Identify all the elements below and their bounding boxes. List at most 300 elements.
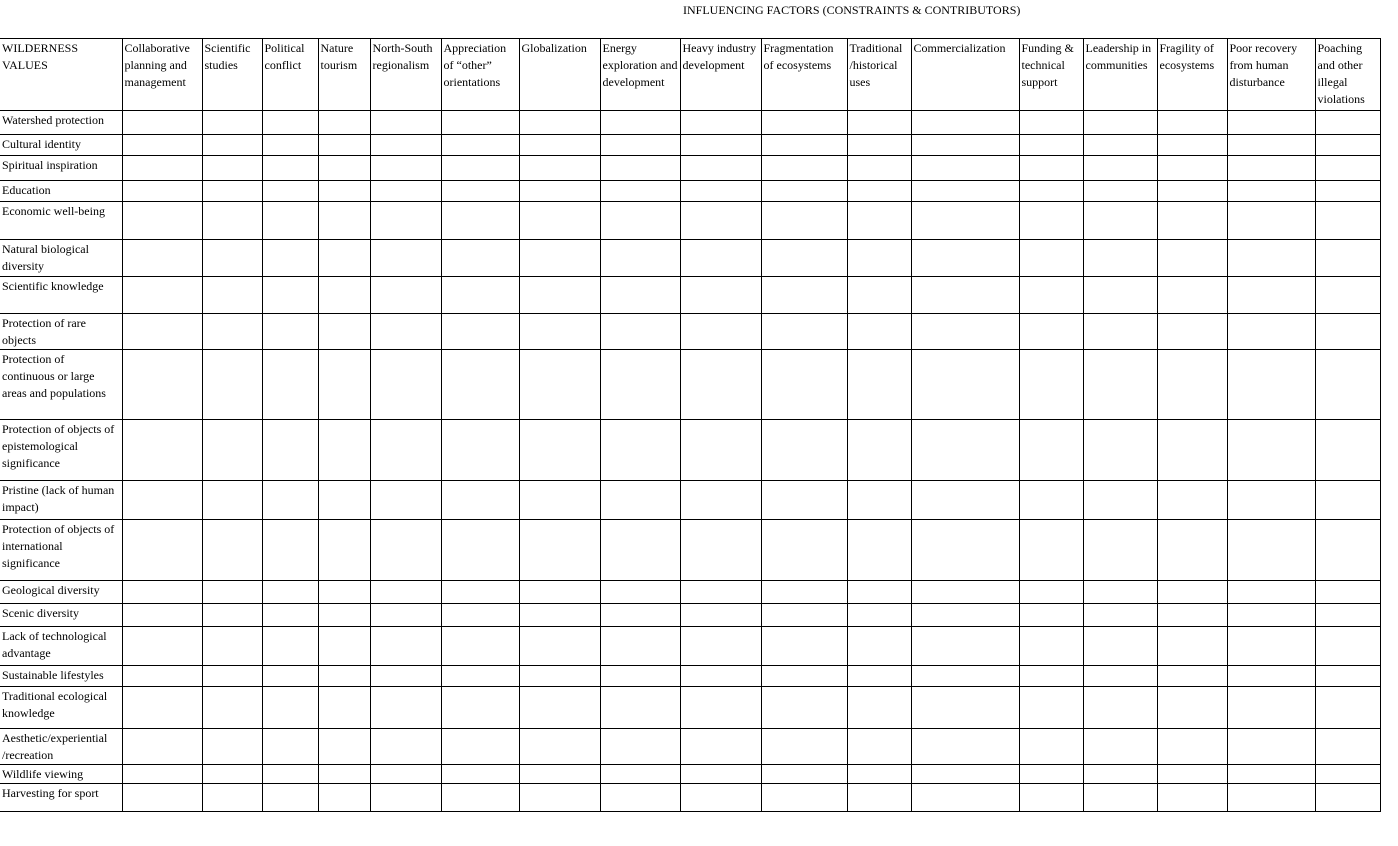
matrix-cell[interactable] xyxy=(680,481,761,520)
matrix-cell[interactable] xyxy=(847,420,911,481)
matrix-cell[interactable] xyxy=(1019,666,1083,687)
matrix-cell[interactable] xyxy=(1315,687,1380,729)
matrix-cell[interactable] xyxy=(680,581,761,604)
matrix-cell[interactable] xyxy=(1019,111,1083,135)
matrix-cell[interactable] xyxy=(318,314,370,350)
matrix-cell[interactable] xyxy=(1157,729,1227,765)
matrix-cell[interactable] xyxy=(519,784,600,812)
matrix-cell[interactable] xyxy=(1227,277,1315,314)
matrix-cell[interactable] xyxy=(370,765,441,784)
matrix-cell[interactable] xyxy=(680,156,761,181)
matrix-cell[interactable] xyxy=(1157,666,1227,687)
matrix-cell[interactable] xyxy=(441,784,519,812)
matrix-cell[interactable] xyxy=(847,135,911,156)
matrix-cell[interactable] xyxy=(370,729,441,765)
matrix-cell[interactable] xyxy=(441,627,519,666)
matrix-cell[interactable] xyxy=(1227,604,1315,627)
matrix-cell[interactable] xyxy=(122,156,202,181)
matrix-cell[interactable] xyxy=(122,202,202,240)
matrix-cell[interactable] xyxy=(600,181,680,202)
matrix-cell[interactable] xyxy=(1157,350,1227,420)
matrix-cell[interactable] xyxy=(680,666,761,687)
matrix-cell[interactable] xyxy=(1315,350,1380,420)
matrix-cell[interactable] xyxy=(1315,420,1380,481)
matrix-cell[interactable] xyxy=(1157,604,1227,627)
matrix-cell[interactable] xyxy=(370,481,441,520)
matrix-cell[interactable] xyxy=(1227,581,1315,604)
matrix-cell[interactable] xyxy=(600,581,680,604)
matrix-cell[interactable] xyxy=(202,202,262,240)
matrix-cell[interactable] xyxy=(847,156,911,181)
matrix-cell[interactable] xyxy=(370,350,441,420)
matrix-cell[interactable] xyxy=(1227,520,1315,581)
matrix-cell[interactable] xyxy=(370,314,441,350)
matrix-cell[interactable] xyxy=(318,240,370,277)
matrix-cell[interactable] xyxy=(600,765,680,784)
matrix-cell[interactable] xyxy=(680,729,761,765)
matrix-cell[interactable] xyxy=(1083,277,1157,314)
matrix-cell[interactable] xyxy=(680,181,761,202)
matrix-cell[interactable] xyxy=(680,240,761,277)
matrix-cell[interactable] xyxy=(680,520,761,581)
matrix-cell[interactable] xyxy=(680,135,761,156)
matrix-cell[interactable] xyxy=(262,420,318,481)
matrix-cell[interactable] xyxy=(370,202,441,240)
matrix-cell[interactable] xyxy=(202,156,262,181)
matrix-cell[interactable] xyxy=(202,729,262,765)
matrix-cell[interactable] xyxy=(761,765,847,784)
matrix-cell[interactable] xyxy=(1315,202,1380,240)
matrix-cell[interactable] xyxy=(202,666,262,687)
matrix-cell[interactable] xyxy=(911,687,1019,729)
matrix-cell[interactable] xyxy=(1157,240,1227,277)
matrix-cell[interactable] xyxy=(441,202,519,240)
matrix-cell[interactable] xyxy=(1083,350,1157,420)
matrix-cell[interactable] xyxy=(600,240,680,277)
matrix-cell[interactable] xyxy=(262,687,318,729)
matrix-cell[interactable] xyxy=(761,156,847,181)
matrix-cell[interactable] xyxy=(262,481,318,520)
matrix-cell[interactable] xyxy=(441,765,519,784)
matrix-cell[interactable] xyxy=(262,314,318,350)
matrix-cell[interactable] xyxy=(441,687,519,729)
matrix-cell[interactable] xyxy=(600,135,680,156)
matrix-cell[interactable] xyxy=(1083,420,1157,481)
matrix-cell[interactable] xyxy=(370,666,441,687)
matrix-cell[interactable] xyxy=(911,350,1019,420)
matrix-cell[interactable] xyxy=(761,581,847,604)
matrix-cell[interactable] xyxy=(318,481,370,520)
matrix-cell[interactable] xyxy=(519,604,600,627)
matrix-cell[interactable] xyxy=(1315,666,1380,687)
matrix-cell[interactable] xyxy=(202,420,262,481)
matrix-cell[interactable] xyxy=(519,581,600,604)
matrix-cell[interactable] xyxy=(1315,581,1380,604)
matrix-cell[interactable] xyxy=(262,627,318,666)
matrix-cell[interactable] xyxy=(202,581,262,604)
matrix-cell[interactable] xyxy=(122,784,202,812)
matrix-cell[interactable] xyxy=(1315,784,1380,812)
matrix-cell[interactable] xyxy=(680,784,761,812)
matrix-cell[interactable] xyxy=(318,604,370,627)
matrix-cell[interactable] xyxy=(441,111,519,135)
matrix-cell[interactable] xyxy=(761,240,847,277)
matrix-cell[interactable] xyxy=(1019,729,1083,765)
matrix-cell[interactable] xyxy=(761,202,847,240)
matrix-cell[interactable] xyxy=(318,765,370,784)
matrix-cell[interactable] xyxy=(847,784,911,812)
matrix-cell[interactable] xyxy=(911,314,1019,350)
matrix-cell[interactable] xyxy=(1157,277,1227,314)
matrix-cell[interactable] xyxy=(441,420,519,481)
matrix-cell[interactable] xyxy=(318,420,370,481)
matrix-cell[interactable] xyxy=(441,156,519,181)
matrix-cell[interactable] xyxy=(318,350,370,420)
matrix-cell[interactable] xyxy=(1315,135,1380,156)
matrix-cell[interactable] xyxy=(1019,784,1083,812)
matrix-cell[interactable] xyxy=(122,604,202,627)
matrix-cell[interactable] xyxy=(600,729,680,765)
matrix-cell[interactable] xyxy=(202,687,262,729)
matrix-cell[interactable] xyxy=(441,314,519,350)
matrix-cell[interactable] xyxy=(370,111,441,135)
matrix-cell[interactable] xyxy=(122,350,202,420)
matrix-cell[interactable] xyxy=(761,687,847,729)
matrix-cell[interactable] xyxy=(1227,156,1315,181)
matrix-cell[interactable] xyxy=(370,687,441,729)
matrix-cell[interactable] xyxy=(441,135,519,156)
matrix-cell[interactable] xyxy=(1157,135,1227,156)
matrix-cell[interactable] xyxy=(761,111,847,135)
matrix-cell[interactable] xyxy=(318,135,370,156)
matrix-cell[interactable] xyxy=(911,765,1019,784)
matrix-cell[interactable] xyxy=(441,666,519,687)
matrix-cell[interactable] xyxy=(847,581,911,604)
matrix-cell[interactable] xyxy=(1227,111,1315,135)
matrix-cell[interactable] xyxy=(262,156,318,181)
matrix-cell[interactable] xyxy=(1157,481,1227,520)
matrix-cell[interactable] xyxy=(1315,240,1380,277)
matrix-cell[interactable] xyxy=(1157,520,1227,581)
matrix-cell[interactable] xyxy=(122,687,202,729)
matrix-cell[interactable] xyxy=(1157,420,1227,481)
matrix-cell[interactable] xyxy=(600,420,680,481)
matrix-cell[interactable] xyxy=(600,350,680,420)
matrix-cell[interactable] xyxy=(519,240,600,277)
matrix-cell[interactable] xyxy=(370,156,441,181)
matrix-cell[interactable] xyxy=(911,729,1019,765)
matrix-cell[interactable] xyxy=(600,666,680,687)
matrix-cell[interactable] xyxy=(519,277,600,314)
matrix-cell[interactable] xyxy=(1019,687,1083,729)
matrix-cell[interactable] xyxy=(318,277,370,314)
matrix-cell[interactable] xyxy=(1019,277,1083,314)
matrix-cell[interactable] xyxy=(370,581,441,604)
matrix-cell[interactable] xyxy=(761,135,847,156)
matrix-cell[interactable] xyxy=(202,240,262,277)
matrix-cell[interactable] xyxy=(202,135,262,156)
matrix-cell[interactable] xyxy=(1019,350,1083,420)
matrix-cell[interactable] xyxy=(519,765,600,784)
matrix-cell[interactable] xyxy=(262,604,318,627)
matrix-cell[interactable] xyxy=(1019,604,1083,627)
matrix-cell[interactable] xyxy=(1227,202,1315,240)
matrix-cell[interactable] xyxy=(122,627,202,666)
matrix-cell[interactable] xyxy=(262,729,318,765)
matrix-cell[interactable] xyxy=(202,784,262,812)
matrix-cell[interactable] xyxy=(1227,729,1315,765)
matrix-cell[interactable] xyxy=(761,604,847,627)
matrix-cell[interactable] xyxy=(262,765,318,784)
matrix-cell[interactable] xyxy=(122,111,202,135)
matrix-cell[interactable] xyxy=(1315,181,1380,202)
matrix-cell[interactable] xyxy=(847,277,911,314)
matrix-cell[interactable] xyxy=(519,520,600,581)
matrix-cell[interactable] xyxy=(680,314,761,350)
matrix-cell[interactable] xyxy=(911,240,1019,277)
matrix-cell[interactable] xyxy=(761,181,847,202)
matrix-cell[interactable] xyxy=(262,581,318,604)
matrix-cell[interactable] xyxy=(761,729,847,765)
matrix-cell[interactable] xyxy=(441,520,519,581)
matrix-cell[interactable] xyxy=(202,481,262,520)
matrix-cell[interactable] xyxy=(1019,627,1083,666)
matrix-cell[interactable] xyxy=(122,135,202,156)
matrix-cell[interactable] xyxy=(1083,765,1157,784)
matrix-cell[interactable] xyxy=(761,784,847,812)
matrix-cell[interactable] xyxy=(519,111,600,135)
matrix-cell[interactable] xyxy=(847,627,911,666)
matrix-cell[interactable] xyxy=(911,420,1019,481)
matrix-cell[interactable] xyxy=(1315,277,1380,314)
matrix-cell[interactable] xyxy=(519,666,600,687)
matrix-cell[interactable] xyxy=(761,350,847,420)
matrix-cell[interactable] xyxy=(370,181,441,202)
matrix-cell[interactable] xyxy=(911,135,1019,156)
matrix-cell[interactable] xyxy=(911,202,1019,240)
matrix-cell[interactable] xyxy=(318,666,370,687)
matrix-cell[interactable] xyxy=(519,181,600,202)
matrix-cell[interactable] xyxy=(1157,181,1227,202)
matrix-cell[interactable] xyxy=(202,627,262,666)
matrix-cell[interactable] xyxy=(600,314,680,350)
matrix-cell[interactable] xyxy=(680,202,761,240)
matrix-cell[interactable] xyxy=(600,784,680,812)
matrix-cell[interactable] xyxy=(318,111,370,135)
matrix-cell[interactable] xyxy=(441,729,519,765)
matrix-cell[interactable] xyxy=(1019,520,1083,581)
matrix-cell[interactable] xyxy=(911,520,1019,581)
matrix-cell[interactable] xyxy=(680,277,761,314)
matrix-cell[interactable] xyxy=(847,314,911,350)
matrix-cell[interactable] xyxy=(202,350,262,420)
matrix-cell[interactable] xyxy=(370,520,441,581)
matrix-cell[interactable] xyxy=(441,350,519,420)
matrix-cell[interactable] xyxy=(680,687,761,729)
matrix-cell[interactable] xyxy=(761,481,847,520)
matrix-cell[interactable] xyxy=(1227,350,1315,420)
matrix-cell[interactable] xyxy=(1157,111,1227,135)
matrix-cell[interactable] xyxy=(911,604,1019,627)
matrix-cell[interactable] xyxy=(1227,784,1315,812)
matrix-cell[interactable] xyxy=(262,666,318,687)
matrix-cell[interactable] xyxy=(1019,420,1083,481)
matrix-cell[interactable] xyxy=(370,420,441,481)
matrix-cell[interactable] xyxy=(202,765,262,784)
matrix-cell[interactable] xyxy=(318,520,370,581)
matrix-cell[interactable] xyxy=(262,520,318,581)
matrix-cell[interactable] xyxy=(1083,604,1157,627)
matrix-cell[interactable] xyxy=(370,604,441,627)
matrix-cell[interactable] xyxy=(1315,520,1380,581)
matrix-cell[interactable] xyxy=(519,135,600,156)
matrix-cell[interactable] xyxy=(202,111,262,135)
matrix-cell[interactable] xyxy=(761,420,847,481)
matrix-cell[interactable] xyxy=(1019,314,1083,350)
matrix-cell[interactable] xyxy=(847,481,911,520)
matrix-cell[interactable] xyxy=(1157,687,1227,729)
matrix-cell[interactable] xyxy=(318,156,370,181)
matrix-cell[interactable] xyxy=(761,520,847,581)
matrix-cell[interactable] xyxy=(1315,765,1380,784)
matrix-cell[interactable] xyxy=(600,111,680,135)
matrix-cell[interactable] xyxy=(318,181,370,202)
matrix-cell[interactable] xyxy=(1083,666,1157,687)
matrix-cell[interactable] xyxy=(262,350,318,420)
matrix-cell[interactable] xyxy=(519,156,600,181)
matrix-cell[interactable] xyxy=(761,666,847,687)
matrix-cell[interactable] xyxy=(600,277,680,314)
matrix-cell[interactable] xyxy=(519,202,600,240)
matrix-cell[interactable] xyxy=(1083,481,1157,520)
matrix-cell[interactable] xyxy=(318,784,370,812)
matrix-cell[interactable] xyxy=(1083,111,1157,135)
matrix-cell[interactable] xyxy=(1227,627,1315,666)
matrix-cell[interactable] xyxy=(1083,520,1157,581)
matrix-cell[interactable] xyxy=(202,604,262,627)
matrix-cell[interactable] xyxy=(441,277,519,314)
matrix-cell[interactable] xyxy=(600,627,680,666)
matrix-cell[interactable] xyxy=(1157,581,1227,604)
matrix-cell[interactable] xyxy=(441,581,519,604)
matrix-cell[interactable] xyxy=(1083,156,1157,181)
matrix-cell[interactable] xyxy=(680,420,761,481)
matrix-cell[interactable] xyxy=(122,314,202,350)
matrix-cell[interactable] xyxy=(519,627,600,666)
matrix-cell[interactable] xyxy=(122,481,202,520)
matrix-cell[interactable] xyxy=(600,604,680,627)
matrix-cell[interactable] xyxy=(1019,240,1083,277)
matrix-cell[interactable] xyxy=(911,581,1019,604)
matrix-cell[interactable] xyxy=(1227,765,1315,784)
matrix-cell[interactable] xyxy=(1083,729,1157,765)
matrix-cell[interactable] xyxy=(122,765,202,784)
matrix-cell[interactable] xyxy=(1019,135,1083,156)
matrix-cell[interactable] xyxy=(441,181,519,202)
matrix-cell[interactable] xyxy=(202,520,262,581)
matrix-cell[interactable] xyxy=(122,520,202,581)
matrix-cell[interactable] xyxy=(847,687,911,729)
matrix-cell[interactable] xyxy=(1227,481,1315,520)
matrix-cell[interactable] xyxy=(262,111,318,135)
matrix-cell[interactable] xyxy=(262,181,318,202)
matrix-cell[interactable] xyxy=(847,181,911,202)
matrix-cell[interactable] xyxy=(318,202,370,240)
matrix-cell[interactable] xyxy=(1019,202,1083,240)
matrix-cell[interactable] xyxy=(600,687,680,729)
matrix-cell[interactable] xyxy=(1315,481,1380,520)
matrix-cell[interactable] xyxy=(847,350,911,420)
matrix-cell[interactable] xyxy=(600,520,680,581)
matrix-cell[interactable] xyxy=(911,784,1019,812)
matrix-cell[interactable] xyxy=(1227,666,1315,687)
matrix-cell[interactable] xyxy=(761,314,847,350)
matrix-cell[interactable] xyxy=(761,627,847,666)
matrix-cell[interactable] xyxy=(1157,765,1227,784)
matrix-cell[interactable] xyxy=(370,627,441,666)
matrix-cell[interactable] xyxy=(1083,784,1157,812)
matrix-cell[interactable] xyxy=(370,277,441,314)
matrix-cell[interactable] xyxy=(1227,240,1315,277)
matrix-cell[interactable] xyxy=(911,627,1019,666)
matrix-cell[interactable] xyxy=(441,604,519,627)
matrix-cell[interactable] xyxy=(911,181,1019,202)
matrix-cell[interactable] xyxy=(1157,784,1227,812)
matrix-cell[interactable] xyxy=(1083,240,1157,277)
matrix-cell[interactable] xyxy=(1019,156,1083,181)
matrix-cell[interactable] xyxy=(1315,627,1380,666)
matrix-cell[interactable] xyxy=(122,240,202,277)
matrix-cell[interactable] xyxy=(262,135,318,156)
matrix-cell[interactable] xyxy=(911,111,1019,135)
matrix-cell[interactable] xyxy=(1315,111,1380,135)
matrix-cell[interactable] xyxy=(600,156,680,181)
matrix-cell[interactable] xyxy=(370,784,441,812)
matrix-cell[interactable] xyxy=(441,481,519,520)
matrix-cell[interactable] xyxy=(847,729,911,765)
matrix-cell[interactable] xyxy=(911,156,1019,181)
matrix-cell[interactable] xyxy=(1315,729,1380,765)
matrix-cell[interactable] xyxy=(122,581,202,604)
matrix-cell[interactable] xyxy=(519,314,600,350)
matrix-cell[interactable] xyxy=(1227,687,1315,729)
matrix-cell[interactable] xyxy=(1019,765,1083,784)
matrix-cell[interactable] xyxy=(847,765,911,784)
matrix-cell[interactable] xyxy=(262,277,318,314)
matrix-cell[interactable] xyxy=(122,181,202,202)
matrix-cell[interactable] xyxy=(1227,135,1315,156)
matrix-cell[interactable] xyxy=(519,420,600,481)
matrix-cell[interactable] xyxy=(370,240,441,277)
matrix-cell[interactable] xyxy=(911,666,1019,687)
matrix-cell[interactable] xyxy=(1157,627,1227,666)
matrix-cell[interactable] xyxy=(122,666,202,687)
matrix-cell[interactable] xyxy=(202,314,262,350)
matrix-cell[interactable] xyxy=(847,202,911,240)
matrix-cell[interactable] xyxy=(1227,181,1315,202)
matrix-cell[interactable] xyxy=(847,604,911,627)
matrix-cell[interactable] xyxy=(441,240,519,277)
matrix-cell[interactable] xyxy=(318,627,370,666)
matrix-cell[interactable] xyxy=(1083,314,1157,350)
matrix-cell[interactable] xyxy=(202,277,262,314)
matrix-cell[interactable] xyxy=(519,687,600,729)
matrix-cell[interactable] xyxy=(1315,604,1380,627)
matrix-cell[interactable] xyxy=(519,350,600,420)
matrix-cell[interactable] xyxy=(1019,481,1083,520)
matrix-cell[interactable] xyxy=(1315,314,1380,350)
matrix-cell[interactable] xyxy=(1083,181,1157,202)
